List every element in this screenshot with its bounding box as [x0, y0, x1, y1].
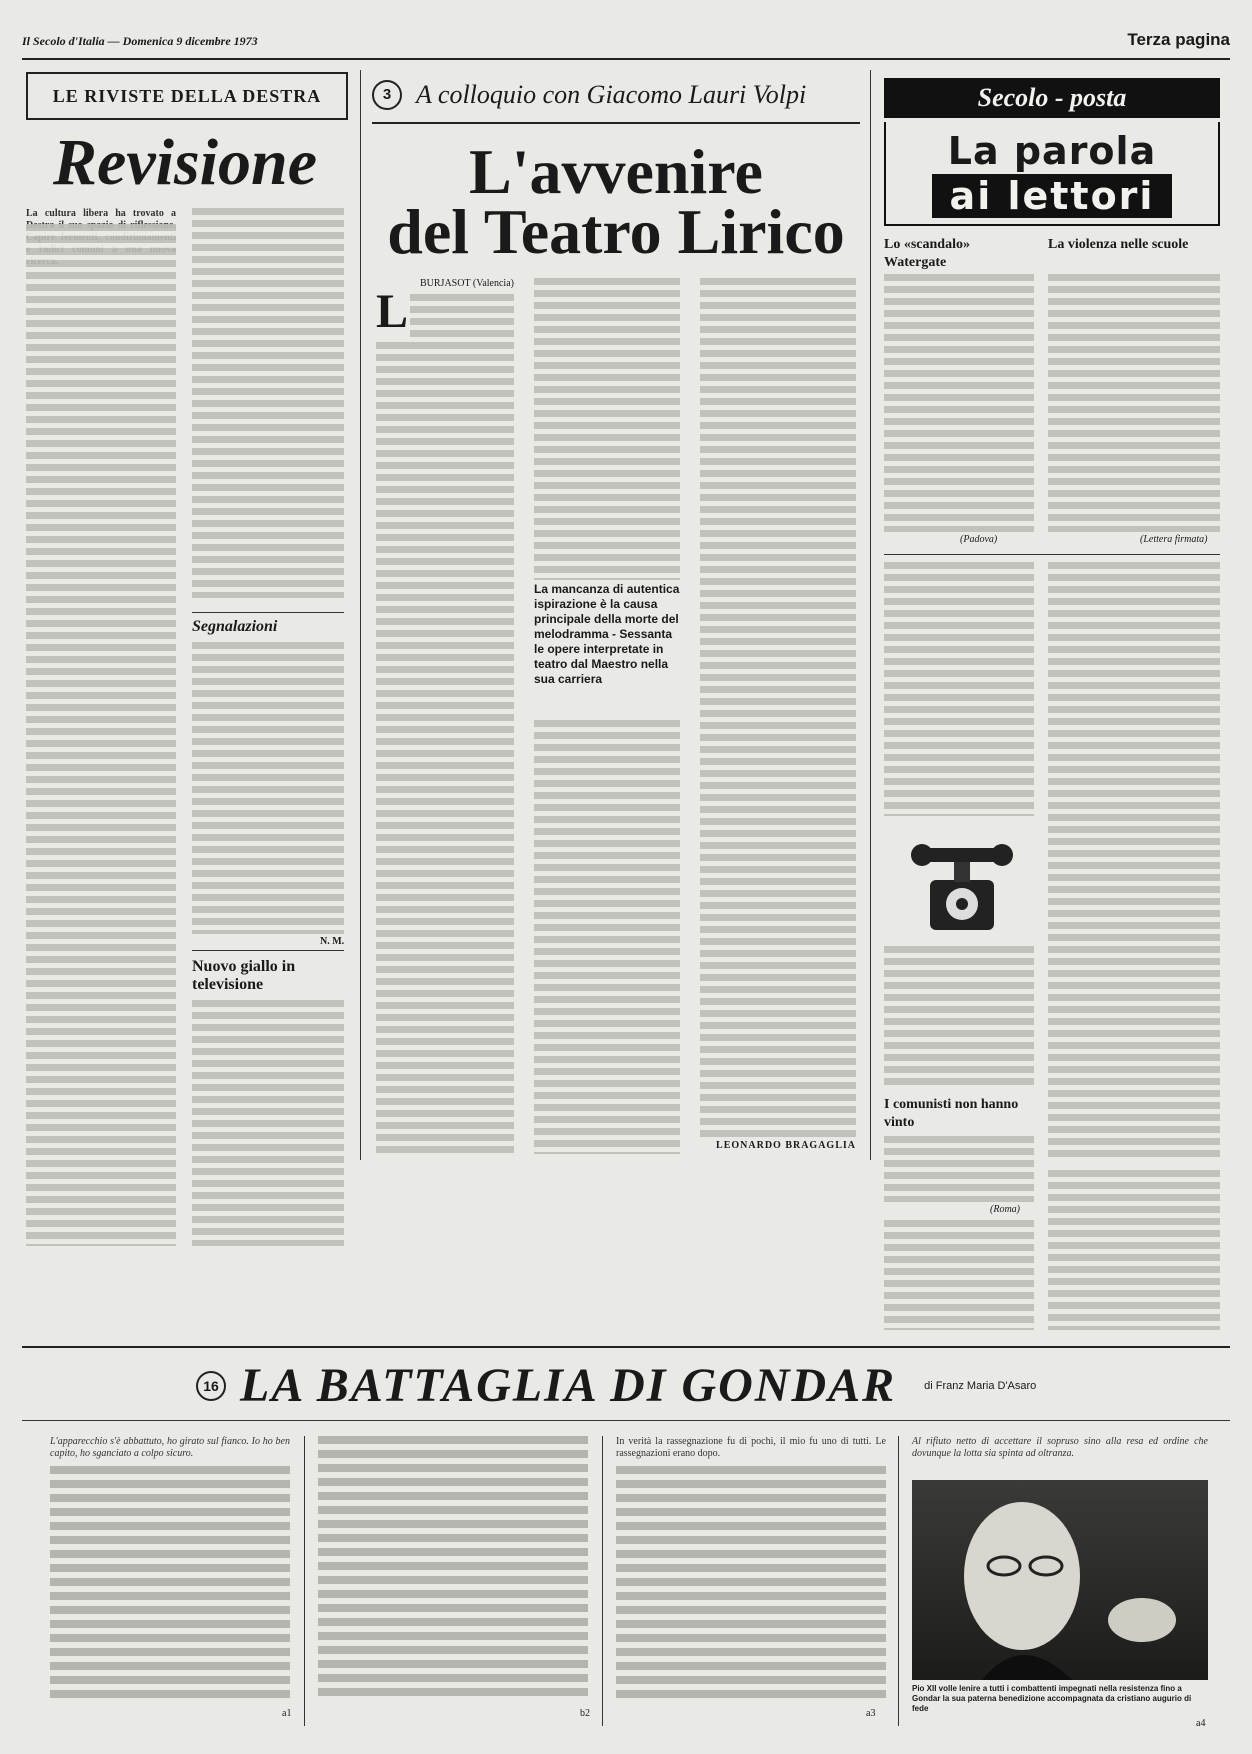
divider: [22, 1346, 1230, 1348]
revisione-body-left: [26, 224, 176, 1246]
posta-header: [884, 78, 1220, 118]
posta-title-box: [884, 122, 1220, 226]
serial-col2-body: [318, 1436, 588, 1700]
serial-col3-lead: In verità la rassegnazione fu di pochi, il mio fu uno di tutti. Le rassegnazioni erano dopo.: [616, 1436, 886, 1459]
interview-col-b-top: [534, 278, 680, 580]
serial-author: di Franz Maria D'Asaro: [924, 1380, 1037, 1392]
column-rule: [360, 70, 361, 1160]
column-rule: [304, 1436, 305, 1726]
letter-violenza-sign: (Lettera firmata): [1140, 534, 1208, 545]
segnalazioni-signature: N. M.: [320, 936, 345, 947]
revisione-title: Revisione: [53, 126, 317, 199]
divider: [192, 950, 344, 951]
dateline: BURJASOT (Valencia): [420, 278, 514, 289]
posta-title-line1: La parola: [947, 129, 1157, 173]
interview-kicker-row: [372, 80, 860, 114]
interview-body-intro: [410, 294, 514, 338]
masthead: [22, 30, 1230, 60]
letter-continued-body: [884, 562, 1034, 816]
portrait-icon: [912, 1480, 1208, 1680]
interview-byline: LEONARDO BRAGAGLIA: [716, 1140, 856, 1151]
telephone-illustration: [910, 820, 1020, 940]
masthead-date: Il Secolo d'Italia — Domenica 9 dicembre 1973: [22, 34, 258, 48]
divider: [884, 554, 1220, 555]
letter-continued-body-2: [884, 946, 1034, 1086]
serial-page-mark: b2: [580, 1708, 590, 1719]
serial-title-row: [196, 1358, 1226, 1414]
serial-col4-lead: Al rifiuto netto di accettare il sopruso sino alla resa ed ordine che dovunque la lotta sia spinta ad oltranza.: [912, 1436, 1208, 1459]
letter-watergate-sign: (Padova): [960, 534, 998, 545]
interview-col-b-bottom: [534, 720, 680, 1154]
riviste-kicker: LE RIVISTE DELLA DESTRA: [52, 86, 322, 106]
serial-col3-body: [616, 1466, 886, 1700]
dropcap: L: [376, 285, 409, 338]
letter-violenza-title: La violenza nelle scuole: [1048, 237, 1189, 252]
serial-col1-body: [50, 1466, 290, 1700]
giallo-body: [192, 1000, 344, 1246]
interview-title-line1: L'avvenire: [469, 136, 763, 207]
giallo-title: Nuovo giallo in televisione: [192, 958, 296, 993]
letter-comunisti-body: [884, 1136, 1034, 1202]
serial-page-mark: a3: [866, 1708, 876, 1719]
pullquote: La mancanza di autentica ispirazione è la causa principale della morte del melodramma - Sessanta le opere interpretate in teatro dal Maestro nella sua carriera: [534, 582, 680, 686]
letter-comunisti-sign: (Roma): [990, 1204, 1020, 1215]
divider: [22, 1420, 1230, 1421]
portrait-photo: [912, 1480, 1208, 1680]
serial-page-mark: a1: [282, 1708, 292, 1719]
posta-header-text: Secolo - posta: [977, 83, 1127, 112]
interview-col-a: [376, 342, 514, 1154]
divider: [372, 122, 860, 124]
section-label: Terza pagina: [1127, 30, 1230, 49]
revisione-body-right: [192, 208, 344, 598]
serial-title: LA BATTAGLIA DI GONDAR: [240, 1359, 897, 1412]
letter-comunisti-more: [884, 1220, 1034, 1330]
serial-number: 16: [196, 1371, 226, 1401]
serial-col1-lead: L'apparecchio s'è abbattuto, ho girato sul fianco. Io ho ben capito, ho sganciato a colpo sicuro.: [50, 1436, 290, 1459]
segnalazioni-title: Segnalazioni: [192, 618, 278, 635]
letter-watergate-body: [884, 274, 1034, 532]
riviste-kicker-box: [26, 72, 348, 120]
interview-title-line2: del Teatro Lirico: [387, 196, 845, 267]
revisione-lead: La cultura libera ha trovato a: [26, 208, 176, 219]
letter-violenza-body: [1048, 274, 1220, 532]
posta-title-line2: ai lettori: [932, 174, 1172, 218]
episode-number: 3: [372, 80, 402, 110]
divider: [192, 612, 344, 613]
letter-watergate-title: Lo «scandalo» Watergate: [884, 237, 970, 270]
letter-comunisti-title: I comunisti non hanno vinto: [884, 1097, 1019, 1130]
column-rule: [870, 70, 871, 1160]
interview-kicker: A colloquio con Giacomo Lauri Volpi: [416, 80, 807, 109]
interview-col-c: [700, 278, 856, 1138]
telephone-icon: [910, 820, 1020, 940]
serial-page-mark: a4: [1196, 1718, 1206, 1729]
photo-caption: Pio XII volle lenire a tutti i combattenti impegnati nella resistenza fino a Gondar la sua paterna benedizione accompagnata da cristiano augurio di fede: [912, 1684, 1192, 1713]
segnalazioni-body: [192, 642, 344, 934]
letter-violenza-end: [1048, 1170, 1220, 1330]
letter-violenza-continued: [1048, 562, 1220, 1162]
column-rule: [898, 1436, 899, 1726]
column-rule: [602, 1436, 603, 1726]
